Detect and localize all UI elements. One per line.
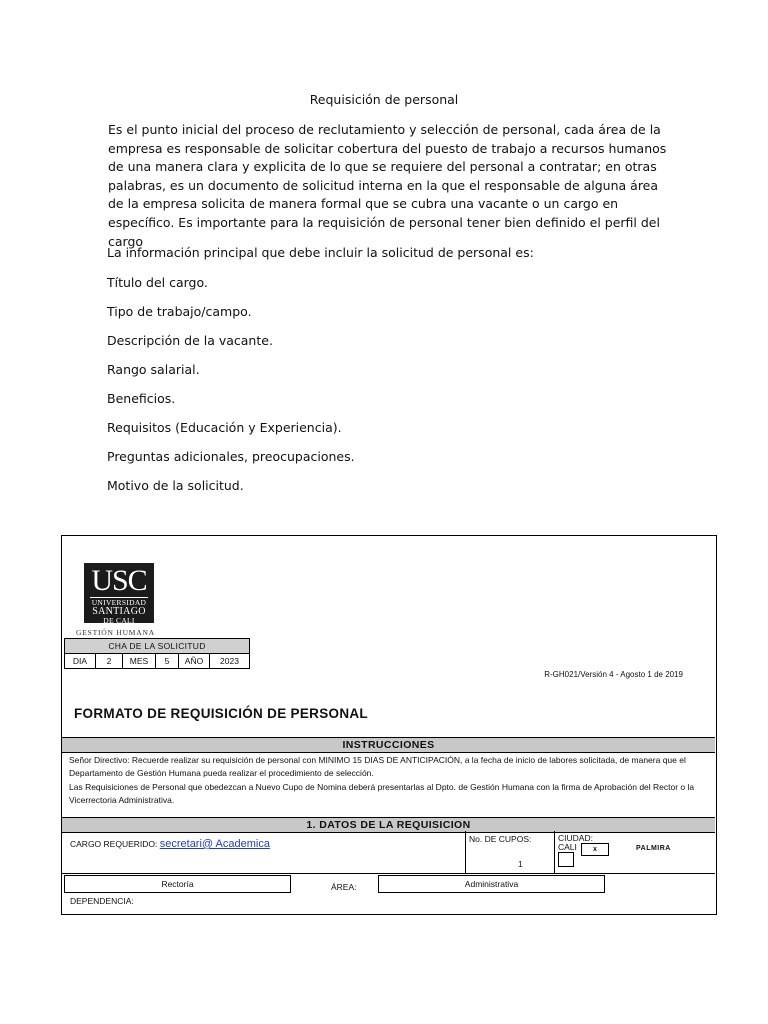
datos-row <box>62 831 715 874</box>
dia-label: DIA <box>65 654 96 669</box>
fecha-header: CHA DE LA SOLICITUD <box>65 639 250 654</box>
intro-title: Requisición de personal <box>309 92 459 107</box>
fecha-table <box>64 638 250 669</box>
palmira-checkbox[interactable]: x <box>581 843 609 856</box>
form-title: FORMATO DE REQUISICIÓN DE PERSONAL <box>74 706 368 721</box>
dia-value[interactable]: 2 <box>96 654 123 669</box>
usc-logo <box>84 563 154 623</box>
instrucciones-p1: Señor Directivo: Recuerde realizar su requisición de personal con MINIMO 15 DIAS DE ANTICIPACIÓN, a la fecha de inicio de labores solicitada, de manera que el Departamento de Gestión Humana pueda realizar el procedimiento de selección. <box>69 755 686 778</box>
cali-label: CALI <box>558 842 577 852</box>
intro-lead: La información principal que debe incluir la solicitud de personal es: <box>107 245 534 260</box>
logo-line3: DE CALI <box>103 616 135 625</box>
logo-line2: SANTIAGO <box>92 606 146 617</box>
list-item: Motivo de la solicitud. <box>107 478 244 493</box>
requisition-form <box>61 535 717 915</box>
list-item: Preguntas adicionales, preocupaciones. <box>107 449 355 464</box>
cupos-label: No. DE CUPOS: <box>469 834 532 844</box>
ciudad-label: CIUDAD: <box>558 833 593 843</box>
instrucciones-p2: Las Requisiciones de Personal que obedezcan a Nuevo Cupo de Nomina deberá presentarlas al Dpto. de Gestión Humana con la firma de Aprobación del Rector o la Vicerrectoria Administrativa. <box>69 782 695 805</box>
version-text: R-GH021/Versión 4 - Agosto 1 de 2019 <box>544 670 683 679</box>
dependencia-label: DEPENDENCIA: <box>70 896 134 906</box>
list-item: Rango salarial. <box>107 362 200 377</box>
cupos-value[interactable]: 1 <box>518 859 523 869</box>
cargo-label: CARGO REQUERIDO: <box>70 839 160 849</box>
area-value[interactable]: Administrativa <box>378 875 605 893</box>
logo-text: USC <box>91 564 147 597</box>
list-item: Descripción de la vacante. <box>107 333 273 348</box>
list-item: Beneficios. <box>107 391 176 406</box>
divider <box>554 831 555 873</box>
palmira-label: PALMIRA <box>636 845 671 852</box>
logo-line1: UNIVERSIDAD <box>91 598 147 607</box>
intro-paragraph: Es el punto inicial del proceso de reclutamiento y selección de personal, cada área de la empresa es responsable de solicitar cobertura del puesto de trabajo a recursos humanos de una manera clara y explicita de lo que se requiere del personal a contratar; en otras palabras, es un documento de solicitud interna en la que el responsable de alguna área de la empresa solicita de manera formal que se cubra una vacante o un cargo en específico. Es importante para la requisición de personal tener bien definido el perfil del cargo <box>108 122 667 249</box>
cali-checkbox[interactable] <box>558 852 574 867</box>
list-item: Título del cargo. <box>107 275 208 290</box>
datos-header: 1. DATOS DE LA REQUISICION <box>62 817 715 833</box>
divider <box>465 831 466 873</box>
logo-subtitle: GESTIÓN HUMANA <box>76 628 155 637</box>
area-label: ÁREA: <box>331 882 357 892</box>
anio-label: AÑO <box>179 654 210 669</box>
anio-value[interactable]: 2023 <box>210 654 250 669</box>
mes-label: MES <box>123 654 156 669</box>
cargo-link[interactable]: secretari@ Academica <box>159 838 270 850</box>
instrucciones-header: INSTRUCCIONES <box>62 737 715 753</box>
list-item: Tipo de trabajo/campo. <box>107 304 252 319</box>
list-item: Requisitos (Educación y Experiencia). <box>107 420 342 435</box>
mes-value[interactable]: 5 <box>156 654 179 669</box>
dependencia-value[interactable]: Rectoría <box>64 875 291 893</box>
cargo-field <box>70 838 270 850</box>
